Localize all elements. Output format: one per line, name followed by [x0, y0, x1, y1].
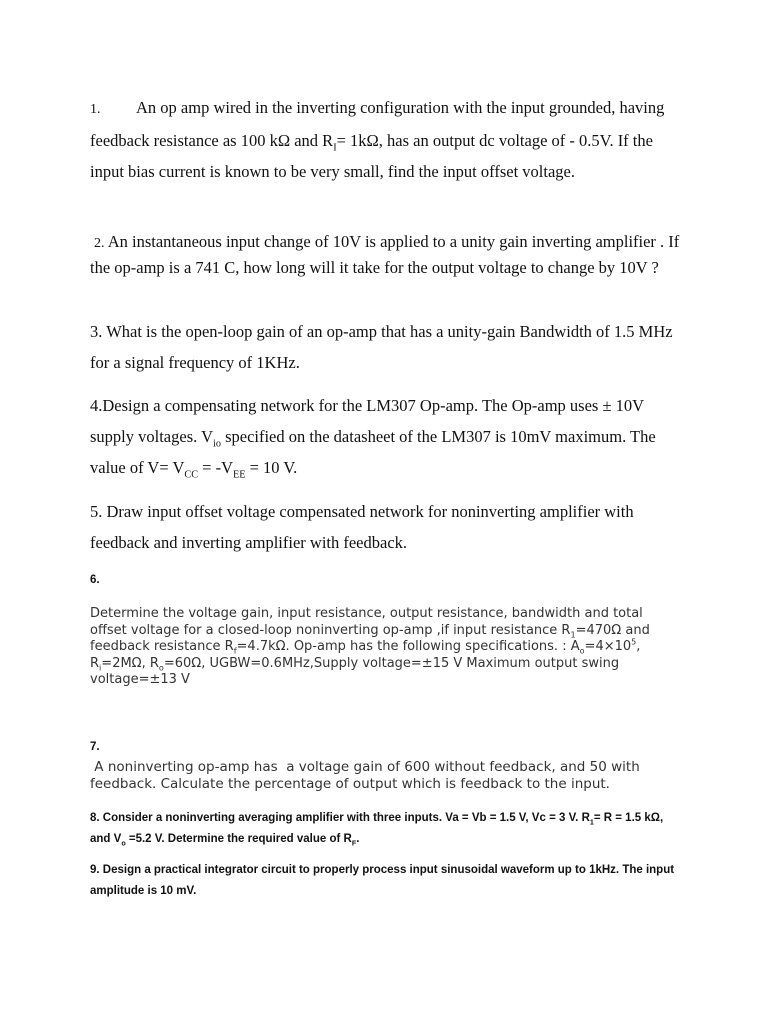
question-5-text: 5. Draw input offset voltage compensated network for noninverting amplifier with feedback and inverting amplifier with feedback.	[90, 502, 634, 552]
question-5	[90, 496, 680, 558]
question-6-line-3-sub: f	[233, 646, 237, 656]
question-6-line-3b: =4.7kΩ. Op-amp has the following specifications. : A	[236, 639, 580, 654]
question-6-line-3d: ,	[636, 639, 641, 654]
question-6-line-5: voltage=±13 V	[90, 672, 190, 687]
question-6-line-3-sup: 5	[631, 637, 637, 647]
question-2-text: An instantaneous input change of 10V is applied to a unity gain inverting amplifier . If the op-amp is a 741 C, how long will it take for the output voltage to change by 10V ?	[90, 232, 680, 277]
question-8-sub-b: o	[121, 839, 126, 848]
question-6-line-4c: =60Ω, UGBW=0.6MHz,Supply voltage=±15 V Maximum output swing	[163, 655, 620, 671]
question-4-text-b: specified on the datasheet of the LM307 is 10mV maximum. The value of V= V	[90, 427, 656, 477]
question-6-line-1: Determine the voltage gain, input resistance, output resistance, bandwidth and total	[90, 606, 643, 621]
question-4-text-c: = -V	[198, 458, 234, 477]
question-6-line-2-sub: 1	[570, 630, 576, 640]
question-6-line-4b: =2MΩ, R	[101, 655, 159, 671]
question-7-number: 7.	[90, 741, 100, 753]
question-6-line-3c: =4×10	[584, 639, 632, 654]
question-8-text-a: 8. Consider a noninverting averaging amplifier with three inputs. Va = Vb = 1.5 V, Vc = 3 V. R	[90, 812, 590, 824]
question-3-text: 3. What is the open-loop gain of an op-amp that has a unity-gain Bandwidth of 1.5 MHz for a signal frequency of 1KHz.	[90, 322, 673, 372]
question-4-sub-b: CC	[184, 469, 199, 481]
question-9	[90, 860, 675, 902]
question-6	[90, 606, 690, 689]
question-4-sub-a: io	[213, 438, 221, 450]
question-1-text: An op amp wired in the inverting configuration with the input grounded, having feedback resistance as 100 kΩ and R	[90, 98, 665, 150]
question-8-text-c: =5.2 V. Determine the required value of R	[125, 833, 352, 845]
question-6-number: 6.	[90, 574, 100, 586]
question-8	[90, 808, 675, 850]
question-7-line-2: feedback. Calculate the percentage of output which is feedback to the input.	[90, 776, 610, 792]
question-8-text-b: = R = 1.5 kΩ, and V	[90, 812, 664, 845]
question-6-line-2a: offset voltage for a closed-loop noninverting op-amp ,if input resistance R	[90, 622, 571, 638]
question-7-line-1: A noninverting op-amp has a voltage gain of 600 without feedback, and 50 with	[90, 759, 640, 775]
question-6-line-2b: =470Ω and	[575, 622, 650, 638]
question-1-number: 1.	[90, 102, 101, 117]
question-6-line-4-sub: i	[99, 663, 102, 673]
question-4	[90, 390, 680, 483]
question-3	[90, 316, 680, 378]
question-1	[90, 92, 680, 187]
question-4-sub-c: EE	[233, 469, 246, 481]
question-1-sub: I	[333, 142, 337, 154]
question-7	[90, 759, 690, 793]
question-9-text: 9. Design a practical integrator circuit to properly process input sinusoidal waveform up to 1kHz. The input amplitude is 10 mV.	[90, 864, 675, 897]
question-8-text-d: .	[356, 833, 360, 845]
question-4-text-a: 4.Design a compensating network for the LM307 Op-amp. The Op-amp uses ± 10V supply voltages. V	[90, 396, 644, 446]
question-6-line-3a: feedback resistance R	[90, 639, 234, 654]
question-8-sub-a: 1	[589, 818, 594, 827]
question-6-line-3-sub-2: o	[579, 646, 585, 656]
question-8-sub-c: F	[351, 839, 357, 848]
question-2-number: 2.	[94, 236, 105, 251]
question-2	[90, 230, 680, 280]
question-4-text-d: = 10 V.	[245, 458, 298, 477]
question-1-text-2: = 1kΩ, has an output dc voltage of - 0.5V. If the input bias current is known to be very small, find the input offset voltage.	[90, 131, 653, 181]
question-6-line-4-sub-2: o	[158, 663, 164, 673]
question-6-line-4a: R	[90, 655, 100, 671]
